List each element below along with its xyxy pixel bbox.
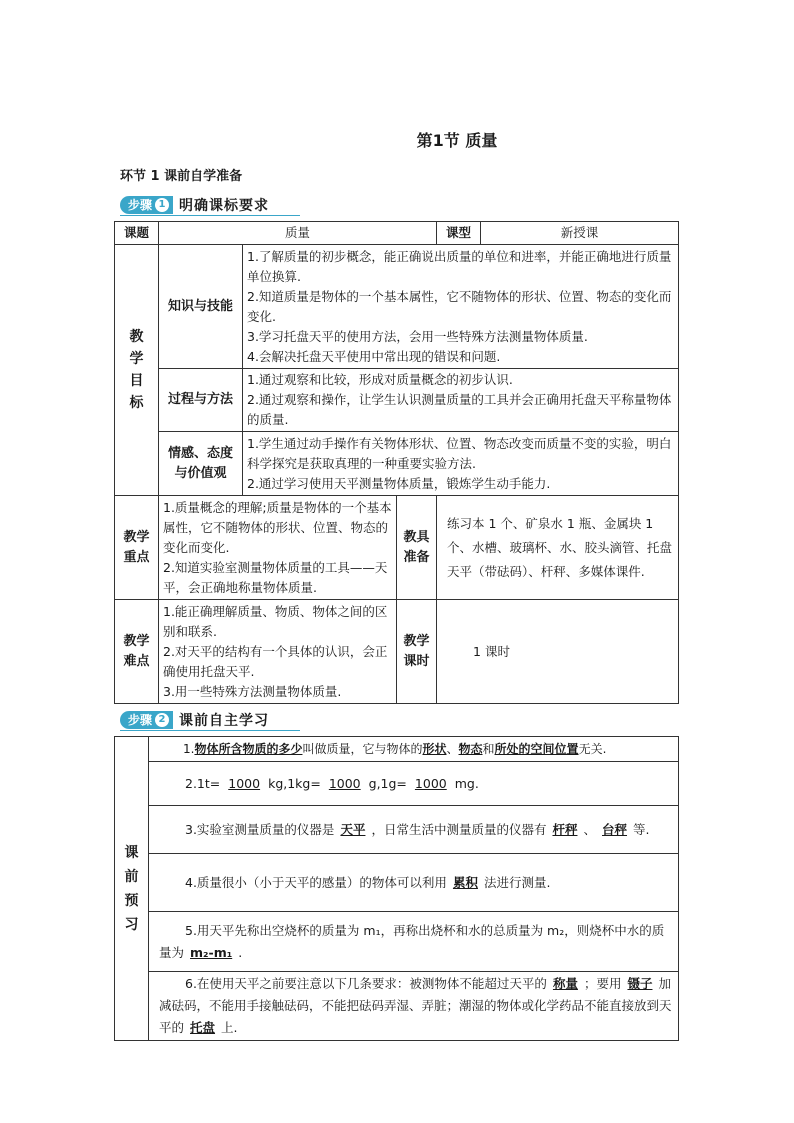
q2-answer-2: 1000 [328, 775, 361, 791]
step-1-prefix: 步骤 [128, 198, 153, 212]
tools-label-text: 教具准备 [403, 529, 430, 565]
goal-item: 2.知道质量是物体的一个基本属性，它不随物体的形状、位置、物态的变化而变化. [247, 288, 672, 324]
q1-answer-2: 形状 [422, 742, 447, 756]
q1-text-4: 无关. [578, 742, 607, 756]
topic-label: 课题 [115, 222, 159, 245]
difficulty-label [115, 600, 159, 704]
goal-attitude-items [243, 432, 679, 496]
goal-item: 1.通过观察和比较，形成对质量概念的初步认识. [247, 372, 513, 387]
goal-process-label: 过程与方法 [159, 369, 243, 432]
q1-answer-4: 所处的空间位置 [494, 742, 579, 756]
q5-text-1: 5.用天平先称出空烧杯的质量为 m₁，再称出烧杯和水的总质量为 m₂，则烧杯中水的质量为 [159, 922, 665, 960]
difficulty-item: 2.对天平的结构有一个具体的认识，会正确使用托盘天平. [163, 643, 388, 679]
goals-label-text: 教学目标 [129, 329, 144, 411]
question-3 [149, 806, 679, 854]
table-row [115, 854, 679, 912]
table-row [115, 600, 679, 704]
q3-answer-3: 台秤 [602, 821, 628, 837]
time-label-text: 教学课时 [403, 633, 430, 669]
question-6 [149, 972, 679, 1041]
q2-text-3: g,1g= [368, 775, 407, 791]
step-2-prefix: 步骤 [128, 713, 153, 727]
q2-text-4: mg. [454, 775, 479, 791]
q4-text-1: 4.质量很小（小于天平的感量）的物体可以利用 [185, 874, 447, 890]
q5-text-2: . [238, 944, 243, 960]
tools-value: 练习本 1 个、矿泉水 1 瓶、金属块 1 个、水槽、玻璃杯、水、胶头滴管、托盘天平（带砝码）、杆秤、多媒体课件. [437, 496, 679, 600]
key-items [159, 496, 397, 600]
goals-label [115, 245, 159, 496]
goal-item: 1.学生通过动手操作有关物体形状、位置、物态改变而质量不变的实验，明白科学探究是获取真理的一种重要实验方法. [247, 435, 672, 471]
step-2-number: 2 [155, 713, 169, 727]
type-value: 新授课 [481, 222, 679, 245]
q6-text-4: 上. [221, 1020, 238, 1035]
goal-item: 4.会解决托盘天平使用中常出现的错误和问题. [247, 348, 501, 364]
step-1-number: 1 [155, 198, 169, 212]
step-1-underline [120, 215, 300, 216]
step-2-label: 课前自主学习 [179, 713, 270, 729]
type-label: 课型 [437, 222, 481, 245]
key-item: 2.知道实验室测量物体质量的工具——天平，会正确地称量物体质量. [163, 559, 388, 595]
step-2-underline [120, 730, 300, 731]
table-row [115, 245, 679, 369]
table-row [115, 762, 679, 806]
preview-label [115, 737, 149, 1041]
key-label-text: 教学重点 [123, 529, 150, 565]
time-value: 1 课时 [437, 600, 679, 704]
goal-knowledge-label: 知识与技能 [159, 245, 243, 369]
q3-text-1: 3.实验室测量质量的仪器是 [185, 821, 335, 837]
topic-value: 质量 [159, 222, 437, 245]
q3-text-4: 等. [633, 821, 650, 837]
table-row [115, 222, 679, 245]
table-row [115, 737, 679, 762]
question-5 [149, 912, 679, 972]
question-4 [149, 854, 679, 912]
goal-knowledge-items [243, 245, 679, 369]
question-2 [149, 762, 679, 806]
q6-answer-3: 托盘 [190, 1020, 216, 1035]
table-row [115, 369, 679, 432]
lesson-plan-table [114, 221, 679, 704]
q4-answer-1: 累积 [452, 874, 478, 890]
q2-text-2: kg,1kg= [268, 775, 321, 791]
tools-label [397, 496, 437, 600]
key-item: 1.质量概念的理解;质量是物体的一个基本属性，它不随物体的形状、位置、物态的变化而变化. [163, 499, 392, 555]
q6-answer-1: 称量 [552, 976, 578, 991]
table-row [115, 972, 679, 1041]
q6-text-2: ；要用 [583, 976, 622, 991]
preview-label-text: 课前预习 [124, 844, 139, 933]
q1-answer-3: 物态 [458, 742, 483, 756]
q3-answer-1: 天平 [340, 821, 366, 837]
q3-text-3: 、 [583, 821, 596, 837]
step-1-header [120, 196, 300, 214]
q6-text-1: 6.在使用天平之前要注意以下几条要求：被测物体不能超过天平的 [185, 976, 547, 991]
table-row [115, 806, 679, 854]
step-2-header [120, 711, 300, 729]
time-label [397, 600, 437, 704]
table-row [115, 496, 679, 600]
q3-text-2: ，日常生活中测量质量的仪器有 [371, 821, 547, 837]
step-1-label: 明确课标要求 [179, 198, 270, 214]
goal-item: 2.通过观察和操作，让学生认识测量质量的工具并会正确用托盘天平称量物体的质量. [247, 392, 672, 427]
goal-item: 3.学习托盘天平的使用方法，会用一些特殊方法测量物体质量. [247, 328, 588, 344]
goal-item: 1.了解质量的初步概念，能正确说出质量的单位和进率，并能正确地进行质量单位换算. [247, 248, 672, 284]
goal-process-items [243, 369, 679, 432]
difficulty-items [159, 600, 397, 704]
table-row [115, 912, 679, 972]
difficulty-item: 3.用一些特殊方法测量物体质量. [163, 683, 342, 699]
q1-number: 1. [183, 742, 195, 756]
q1-text-2: 、 [446, 742, 459, 756]
goal-attitude-label [159, 432, 243, 496]
q4-text-2: 法进行测量. [483, 874, 551, 890]
table-row [115, 432, 679, 496]
page-title: 第1节 质量 [416, 131, 498, 150]
difficulty-item: 1.能正确理解质量、物质、物体之间的区别和联系. [163, 603, 388, 639]
q1-text-3: 和 [482, 742, 495, 756]
difficulty-label-text: 教学难点 [123, 633, 150, 669]
question-1 [149, 737, 679, 762]
key-label [115, 496, 159, 600]
goal-item: 2.通过学习使用天平测量物体质量，锻炼学生动手能力. [247, 475, 551, 491]
section-heading: 环节 1 课前自学准备 [120, 169, 243, 184]
q2-answer-1: 1000 [228, 775, 261, 791]
step-2-badge [120, 711, 173, 729]
q3-answer-2: 杆秤 [552, 821, 578, 837]
q5-answer-1: m₂-m₁ [190, 944, 233, 960]
q1-text-1: 叫做质量，它与物体的 [302, 742, 423, 756]
q6-text-3: 加减砝码，不能用手接触砝码，不能把砝码弄湿、弄脏；潮湿的物体或化学药品不能直接放到天平的 [159, 976, 672, 1035]
q2-answer-3: 1000 [414, 775, 447, 791]
q1-answer-1: 物体所含物质的多少 [194, 742, 303, 756]
step-1-badge [120, 196, 173, 214]
preview-table [114, 736, 679, 1041]
q2-text-1: 2.1t= [185, 775, 221, 791]
q6-answer-2: 镊子 [627, 976, 653, 991]
goal-attitude-text: 情感、态度与价值观 [167, 445, 233, 481]
